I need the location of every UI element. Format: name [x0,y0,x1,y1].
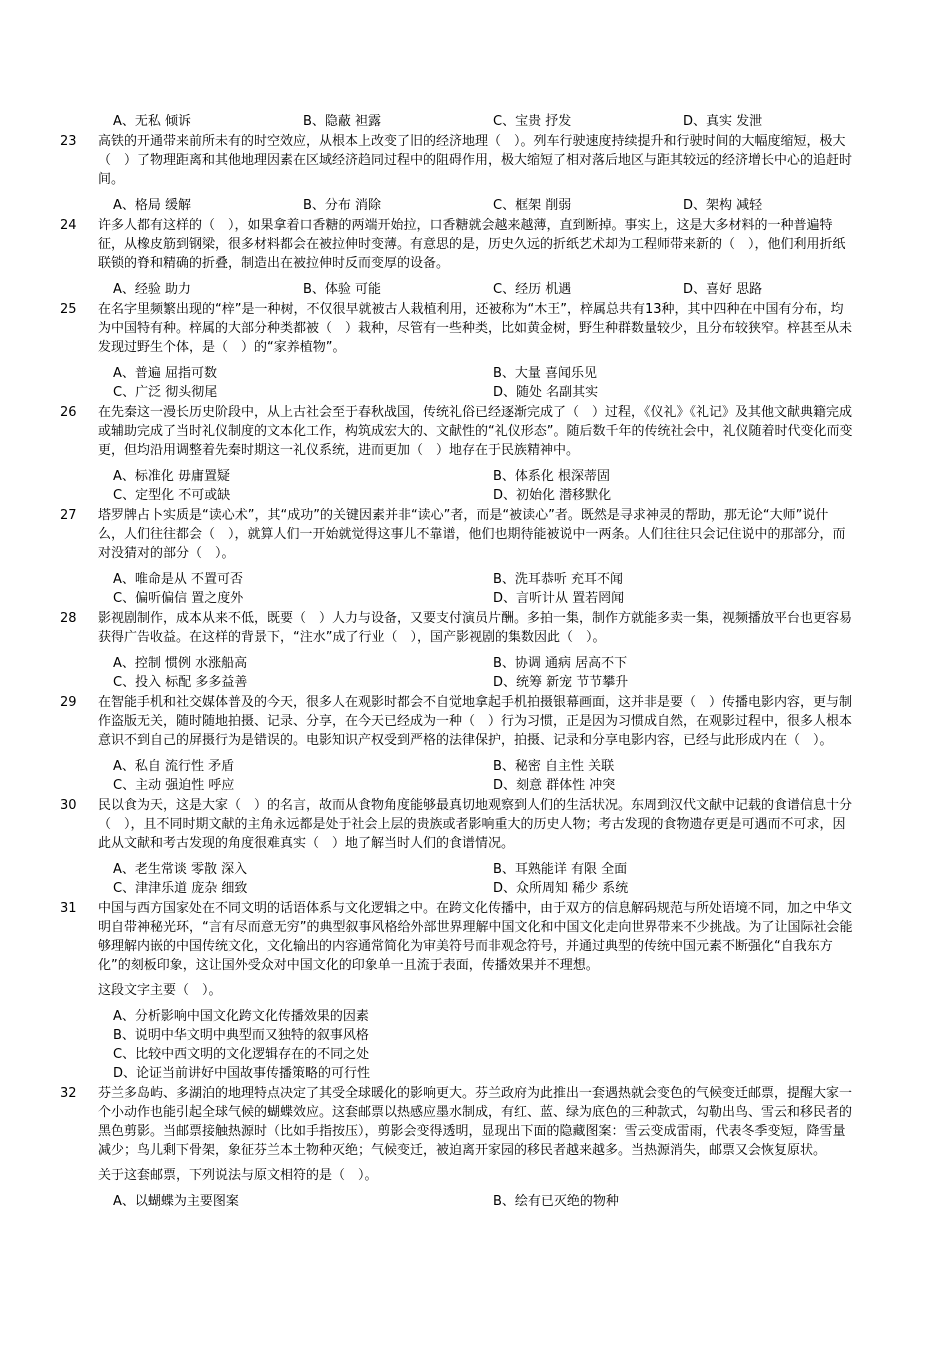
question-23 [0,132,950,215]
option-d[interactable]: D、统筹 新宠 节节攀升 [493,675,629,690]
question-30 [0,796,950,898]
question-options [0,1007,950,1083]
question-options [0,860,950,898]
option-c[interactable]: C、投入 标配 多多益善 [113,675,248,690]
q22-options [0,112,950,131]
option-b[interactable]: B、体验 可能 [303,282,382,297]
question-number: 29 [60,695,77,710]
option-d[interactable]: D、众所周知 稀少 系统 [493,881,629,896]
option-c[interactable]: C、经历 机遇 [493,282,572,297]
question-number: 30 [60,798,77,813]
question-stem: 在先秦这一漫长历史阶段中，从上古社会至于春秋战国，传统礼俗已经逐渐完成了（ ）过程，《仪礼》《礼记》及其他文献典籍完成或辅助完成了当时礼仪制度的文本化工作，构筑成宏大的、文献性的“礼仪形态”。随后数千年的传统社会中，礼仪随着时代变化而变更，但均沿用调整着先秦时期这一礼仪系统，进而更加（ ）地存在于民族精神中。 [98,405,853,458]
option-c[interactable]: C、津津乐道 庞杂 细致 [113,881,248,896]
option-d[interactable]: D、架构 减轻 [683,198,763,213]
option-b[interactable]: B、绘有已灭绝的物种 [493,1194,619,1209]
question-32 [0,1084,950,1211]
option-a[interactable]: A、老生常谈 零散 深入 [113,862,248,877]
option-c[interactable]: C、宝贵 抒发 [493,114,572,129]
question-prompt: 关于这套邮票，下列说法与原文相符的是（ ）。 [98,1168,378,1183]
question-stem: 在智能手机和社交媒体普及的今天，很多人在观影时都会不自觉地拿起手机拍摄银幕画面，这并非是要（ ）传播电影内容，更与制作盗版无关，随时随地拍摄、记录、分享，在今天已经成为一种（ ）行为习惯，正是因为习惯成自然，在观影过程中，很多人根本意识不到自己的屏摄行为是错误的。电影知识产权受到严格的法律保护，拍摄、记录和分享电影内容，已经与此形成内在（ ）。 [98,695,853,748]
question-stem: 影视剧制作，成本从来不低，既要（ ）人力与设备，又要支付演员片酬。多拍一集，制作方就能多卖一集，视频播放平台也更容易获得广告收益。在这样的背景下，“注水”成了行业（ ），国产影视剧的集数因此（ ）。 [98,611,853,645]
option-b[interactable]: B、秘密 自主性 关联 [493,759,615,774]
option-b[interactable]: B、大量 喜闻乐见 [493,366,598,381]
option-a[interactable]: A、以蝴蝶为主要图案 [113,1194,239,1209]
option-d[interactable]: D、真实 发泄 [683,114,763,129]
option-a[interactable]: A、普遍 屈指可数 [113,366,218,381]
option-c[interactable]: C、广泛 彻头彻尾 [113,385,218,400]
option-a[interactable]: A、经验 助力 [113,282,192,297]
question-25 [0,300,950,402]
option-d[interactable]: D、论证当前讲好中国故事传播策略的可行性 [113,1066,371,1081]
question-24 [0,216,950,299]
question-number: 26 [60,405,77,420]
question-number: 24 [60,218,77,233]
question-number: 31 [60,901,77,916]
question-number: 27 [60,508,77,523]
option-d[interactable]: D、初始化 潜移默化 [493,488,612,503]
option-b[interactable]: B、分布 消除 [303,198,382,213]
exam-page [0,112,950,1211]
question-options [0,1192,950,1211]
option-d[interactable]: D、喜好 思路 [683,282,763,297]
question-options [0,467,950,505]
question-27 [0,506,950,608]
option-c[interactable]: C、主动 强迫性 呼应 [113,778,235,793]
question-26 [0,403,950,505]
question-options [0,364,950,402]
option-d[interactable]: D、言听计从 置若罔闻 [493,591,625,606]
option-a[interactable]: A、分析影响中国文化跨文化传播效果的因素 [113,1009,369,1024]
question-stem: 民以食为天，这是大家（ ）的名言，故而从食物角度能够最真切地观察到人们的生活状况。东周到汉代文献中记载的食谱信息十分（ ），且不同时期文献的主角永远都是处于社会上层的贵族或者影响重大的历史人物；考古发现的食物遗存更是可遇而不可求，因此从文献和考古发现的角度很难真实（ ）地了解当时人们的食谱情况。 [98,798,853,851]
option-b[interactable]: B、洗耳恭听 充耳不闻 [493,572,624,587]
option-a[interactable]: A、私自 流行性 矛盾 [113,759,235,774]
option-d[interactable]: D、随处 名副其实 [493,385,599,400]
question-stem: 在名字里频繁出现的“梓”是一种树，不仅很早就被古人栽植利用，还被称为“木王”，梓属总共有13种，其中四种在中国有分布，均为中国特有种。梓属的大部分种类都被（ ）栽种，尽管有一些种类，比如黄金树，野生种群数量较少，且分布较狭窄。梓甚至从未发现过野生个体，是（ ）的“家养植物”。 [98,302,853,355]
question-stem: 中国与西方国家处在不同文明的话语体系与文化逻辑之中。在跨文化传播中，由于双方的信息解码规范与所处语境不同，加之中华文明自带神秘光环，“言有尽而意无穷”的典型叙事风格给外部世界理解中国文化和中国文化走向世界带来不少挑战。为了让国际社会能够理解内嵌的中国传统文化，文化输出的内容通常简化为审美符号而非观念符号，并通过典型的传统中国元素不断强化“自我东方化”的刻板印象，这让国外受众对中国文化的印象单一且流于表面，传播效果并不理想。 [98,901,853,973]
question-number: 23 [60,134,77,149]
option-b[interactable]: B、隐蔽 袒露 [303,114,382,129]
question-stem: 塔罗牌占卜实质是“读心术”，其“成功”的关键因素并非“读心”者，而是“被读心”者。既然是寻求神灵的帮助，那无论“大师”说什么，人们往往都会（ ），就算人们一开始就觉得这事儿不靠谱，他们也期待能被说中一两条。人们往往只会记住说中的那部分，而对没猜对的部分（ ）。 [98,508,846,561]
option-d[interactable]: D、刻意 群体性 冲突 [493,778,616,793]
option-a[interactable]: A、标准化 毋庸置疑 [113,469,231,484]
option-a[interactable]: A、格局 缓解 [113,198,192,213]
question-stem: 芬兰多岛屿、多湖泊的地理特点决定了其受全球暖化的影响更大。芬兰政府为此推出一套遇热就会变色的气候变迁邮票，提醒大家一个小动作也能引起全球气候的蝴蝶效应。这套邮票以热感应墨水制成，有红、蓝、绿为底色的三种款式，勾勒出鸟、雪云和移民者的黑色剪影。当邮票接触热源时（比如手指按压），剪影会变得透明，显现出下面的隐藏图案：雪云变成雷雨，代表冬季变短，降雪量减少；鸟儿剩下骨架，象征芬兰本土物种灭绝；气候变迁，被迫离开家园的移民者越来越多。当热源消失，邮票又会恢复原状。 [98,1086,853,1158]
question-stem: 高铁的开通带来前所未有的时空效应，从根本上改变了旧的经济地理（ ）。列车行驶速度持续提升和行驶时间的大幅度缩短，极大（ ）了物理距离和其他地理因素在区域经济趋同过程中的阻碍作用，极大缩短了相对落后地区与距其较远的经济增长中心的追赶时间。 [98,134,853,187]
question-number: 32 [60,1086,77,1101]
question-number: 28 [60,611,77,626]
question-31 [0,899,950,1083]
question-options [0,196,950,215]
option-a[interactable]: A、无私 倾诉 [113,114,192,129]
option-c[interactable]: C、定型化 不可或缺 [113,488,231,503]
option-b[interactable]: B、体系化 根深蒂固 [493,469,611,484]
question-number: 25 [60,302,77,317]
option-b[interactable]: B、耳熟能详 有限 全面 [493,862,628,877]
option-c[interactable]: C、框架 削弱 [493,198,572,213]
option-a[interactable]: A、唯命是从 不置可否 [113,572,244,587]
option-c[interactable]: C、比较中西文明的文化逻辑存在的不同之处 [113,1047,370,1062]
question-prompt: 这段文字主要（ ）。 [98,983,222,998]
question-stem: 许多人都有这样的（ ），如果拿着口香糖的两端开始拉，口香糖就会越来越薄，直到断掉。事实上，这是大多材料的一种普遍特征，从橡皮筋到钢梁，很多材料都会在被拉伸时变薄。有意思的是，历史久远的折纸艺术却为工程师带来新的（ ），他们利用折纸联锁的脊和精确的折叠，制造出在被拉伸时反而变厚的设备。 [98,218,846,271]
question-options [0,654,950,692]
question-options [0,280,950,299]
question-options [0,570,950,608]
question-options [0,757,950,795]
option-a[interactable]: A、控制 惯例 水涨船高 [113,656,248,671]
option-b[interactable]: B、说明中华文明中典型而又独特的叙事风格 [113,1028,369,1043]
question-28 [0,609,950,692]
option-c[interactable]: C、偏听偏信 置之度外 [113,591,244,606]
option-b[interactable]: B、协调 通病 居高不下 [493,656,628,671]
question-29 [0,693,950,795]
